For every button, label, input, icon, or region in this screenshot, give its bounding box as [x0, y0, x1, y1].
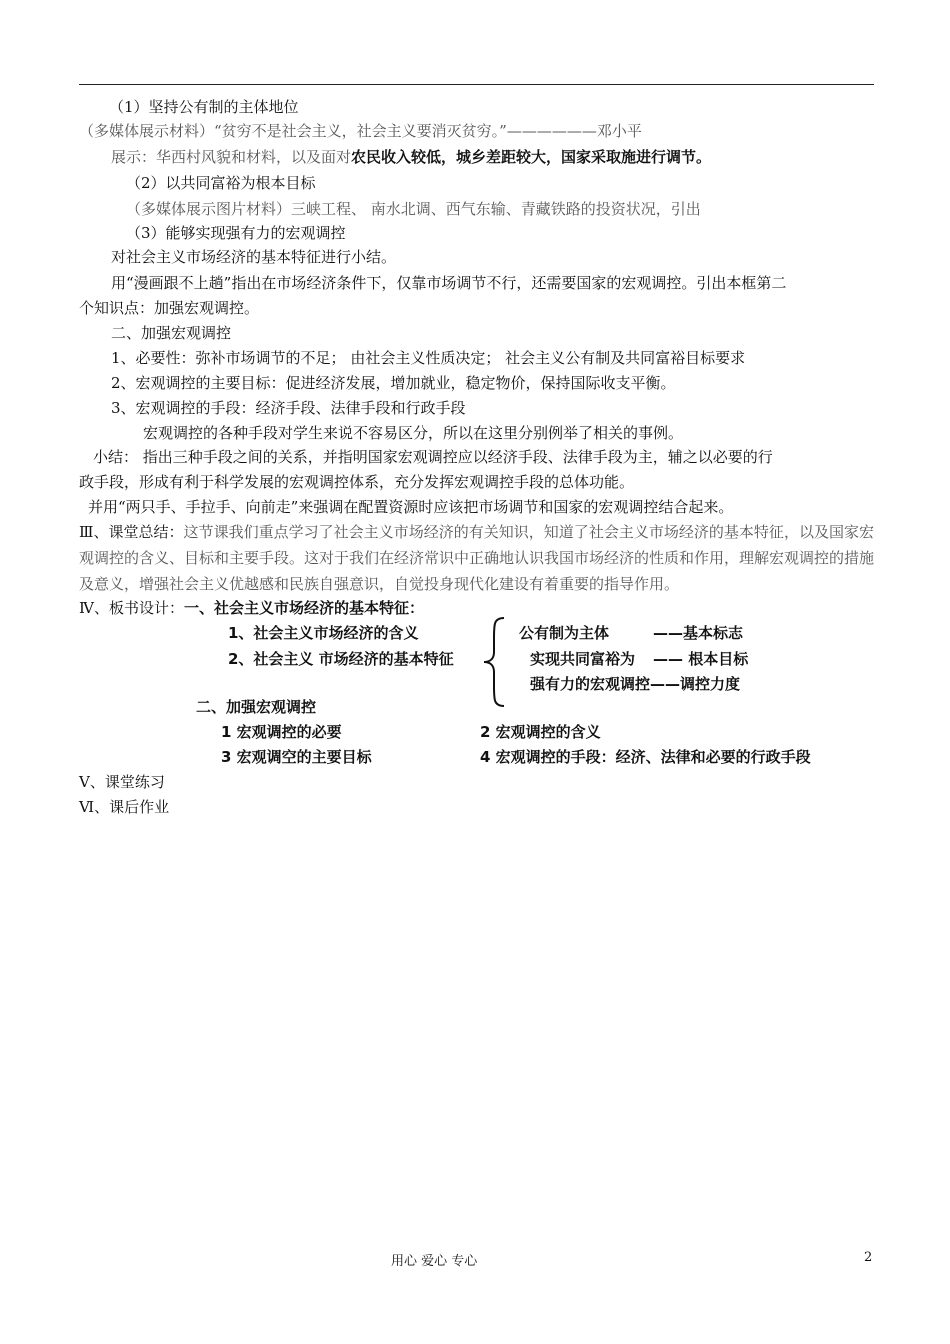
- board-right-2: [530, 649, 748, 669]
- comic-line: 用“漫画跟不上趟”指出在市场经济条件下，仅靠市场调节不行，还需要国家的宏观调控。引出本框第二: [111, 274, 787, 292]
- class-exercise: Ⅴ、课堂练习: [79, 773, 165, 791]
- board-label: Ⅳ、板书设计：: [79, 599, 184, 617]
- board-item-2: 2 宏观调控的含义: [480, 723, 601, 741]
- class-summary: [79, 519, 874, 597]
- board-item-1: 1 宏观调控的必要: [221, 723, 342, 741]
- brief-summary-cont: 政手段，形成有利于科学发展的宏观调控体系，充分发挥宏观调控手段的总体功能。: [79, 473, 635, 491]
- means: 3、宏观调控的手段：经济手段、法律手段和行政手段: [111, 399, 466, 417]
- footer-motto: 用心 爱心 专心: [391, 1254, 478, 1269]
- section-2-title: 二、加强宏观调控: [111, 324, 232, 342]
- point-2: （2）以共同富裕为根本目标: [126, 174, 316, 192]
- class-summary-text: 这节课我们重点学习了社会主义市场经济的有关知识，知道了社会主义市场经济的基本特征，以及国家宏观调控的含义、目标和主要手段。这对于我们在经济常识中正确地认识我国市场经济的性质和作用，理解宏观调控的措施及意义，增强社会主义优越感和民族自强意识，自觉投身现代化建设有着重要的指导作用。: [79, 523, 875, 593]
- homework: Ⅵ、课后作业: [79, 798, 170, 816]
- board-sub-1: 1、社会主义市场经济的含义: [228, 624, 419, 642]
- header-rule: [79, 84, 874, 85]
- point-1: （1）坚持公有制的主体地位: [109, 98, 299, 116]
- means-note: 宏观调控的各种手段对学生来说不容易区分，所以在这里分别例举了相关的事例。: [143, 424, 684, 442]
- show-bold: 农民收入较低，城乡差距较大，国家采取施进行调节。: [351, 148, 712, 166]
- board-right-2-a: 实现共同富裕为: [530, 650, 636, 668]
- board-right-3: 强有力的宏观调控——调控力度: [530, 675, 741, 693]
- brief-summary: 小结： 指出三种手段之间的关系，并指明国家宏观调控应以经济手段、法律手段为主，辅之以必要的行: [93, 448, 773, 466]
- board-sub-2: 2、社会主义 市场经济的基本特征: [228, 650, 454, 668]
- show-prefix: 展示：华西村风貌和材料，以及面对: [111, 148, 352, 166]
- board-right-1-a: 公有制为主体: [519, 624, 610, 642]
- show-line: [111, 147, 711, 167]
- board-heading-2: 二、加强宏观调控: [196, 698, 317, 716]
- two-hands: 并用“两只手、手拉手、向前走”来强调在配置资源时应该把市场调节和国家的宏观调控结合起来。: [88, 498, 734, 516]
- point-3: （3）能够实现强有力的宏观调控: [126, 224, 346, 242]
- board-item-4: 4 宏观调控的手段：经济、法律和必要的行政手段: [480, 748, 811, 766]
- necessity: 1、必要性：弥补市场调节的不足； 由社会主义性质决定； 社会主义公有制及共同富裕目标要求: [111, 349, 746, 367]
- board-design: [79, 598, 424, 618]
- summary-note: 对社会主义市场经济的基本特征进行小结。: [111, 248, 397, 266]
- comic-line-cont: 个知识点：加强宏观调控。: [79, 299, 260, 317]
- multimedia-quote: （多媒体展示材料）“贫穷不是社会主义，社会主义要消灭贫穷。”——————邓小平: [79, 122, 642, 140]
- class-summary-label: Ⅲ、课堂总结：: [79, 523, 184, 541]
- board-heading-1: 一、社会主义市场经济的基本特征：: [184, 599, 425, 617]
- board-right-2-b: —— 根本目标: [653, 650, 749, 668]
- board-right-1-b: ——基本标志: [653, 624, 744, 642]
- multimedia-images: （多媒体展示图片材料）三峡工程、 南水北调、西气东输、青藏铁路的投资状况，引出: [126, 200, 701, 218]
- board-right-1: [519, 623, 743, 643]
- board-item-3: 3 宏观调空的主要目标: [221, 748, 372, 766]
- page-number: 2: [864, 1250, 873, 1265]
- goals: 2、宏观调控的主要目标：促进经济发展，增加就业，稳定物价，保持国际收支平衡。: [111, 374, 676, 392]
- curly-brace-icon: [482, 616, 506, 708]
